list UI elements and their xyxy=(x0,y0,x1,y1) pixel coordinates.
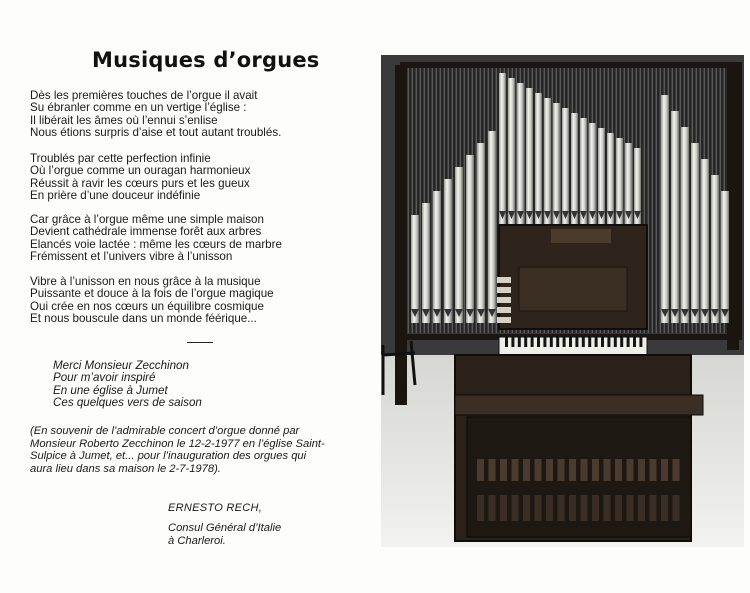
poem-line: Devient cathédrale immense forêt aux arbres xyxy=(30,225,262,239)
pedal xyxy=(604,459,611,481)
section-divider xyxy=(187,342,213,343)
pedal xyxy=(512,459,519,481)
black-key xyxy=(524,337,527,347)
organ-pipe xyxy=(477,143,485,323)
poem-line: Su ébranler comme en un vertige l’église : xyxy=(30,101,247,115)
poem-line: Dès les premières touches de l’orgue il avait xyxy=(30,89,258,102)
note-line: (En souvenir de l’admirable concert d’orgue donné par xyxy=(30,425,300,437)
pedal xyxy=(512,495,519,521)
pedal xyxy=(523,495,530,521)
pedal xyxy=(592,495,599,521)
pedal xyxy=(581,459,588,481)
black-key xyxy=(505,337,508,347)
organ-pipe xyxy=(598,128,605,225)
note-line: Monsieur Roberto Zecchinon le 12-2-1977 en l’église Saint- xyxy=(30,437,325,450)
signature-name: ERNESTO RECH, xyxy=(168,502,263,514)
poem-line: Troublés par cette perfection infinie xyxy=(30,152,211,165)
pedal xyxy=(489,495,496,521)
organ-pipe xyxy=(589,123,596,225)
poem-line: Oui crée en nos cœurs un équilibre cosmique xyxy=(30,299,264,313)
organ-pipe xyxy=(691,143,699,323)
pedal xyxy=(535,459,542,481)
manual-keyboard xyxy=(499,337,647,355)
organ-pipe xyxy=(701,159,709,323)
pedal xyxy=(661,495,668,521)
pedal xyxy=(477,495,484,521)
pedal xyxy=(673,495,680,521)
organ-pipe xyxy=(553,103,560,225)
console-lid xyxy=(455,395,703,415)
pedal xyxy=(581,495,588,521)
pedal xyxy=(638,495,645,521)
pedal xyxy=(558,495,565,521)
pedal xyxy=(569,495,576,521)
organ-pipe xyxy=(499,73,506,225)
pedal xyxy=(615,495,622,521)
pedal xyxy=(627,495,634,521)
pedal xyxy=(650,495,657,521)
pedal xyxy=(523,459,530,481)
pedal xyxy=(615,459,622,481)
black-key xyxy=(543,337,546,347)
stanza-3 xyxy=(30,214,282,264)
organ-pipe xyxy=(508,78,515,225)
pedal xyxy=(558,459,565,481)
poem-line: Où l’orgue comme un ouragan harmonieux xyxy=(30,164,251,178)
organ-pipe xyxy=(681,127,689,323)
black-key xyxy=(556,337,559,347)
pedal xyxy=(604,495,611,521)
pedal xyxy=(489,459,496,481)
black-key xyxy=(595,337,598,347)
organ-photo xyxy=(381,55,744,547)
poem-line: Nous étions surpris d’aise et tout autant troublés. xyxy=(30,126,282,140)
pedal xyxy=(592,459,599,481)
organ-pipe xyxy=(422,203,430,323)
pedal xyxy=(546,459,553,481)
black-key xyxy=(639,337,642,347)
organ-pipe xyxy=(411,215,419,323)
organ-pipe xyxy=(661,95,669,323)
black-key xyxy=(575,337,578,347)
organ-pipe xyxy=(711,175,719,323)
pedal xyxy=(535,495,542,521)
note-line: Sulpice à Jumet, et... pour l’inauguration des orgues qui xyxy=(30,450,307,463)
black-key xyxy=(518,337,521,347)
panel-top-slot xyxy=(551,229,611,243)
pedal xyxy=(500,495,507,521)
black-key xyxy=(620,337,623,347)
black-key xyxy=(531,337,534,347)
dedication-line: Pour m’avoir inspiré xyxy=(53,371,156,385)
panel-inset xyxy=(519,267,627,311)
poem-line: Vibre à l’unisson en nous grâce à la musique xyxy=(30,275,261,288)
pedal xyxy=(569,459,576,481)
stanza-2 xyxy=(30,153,250,203)
signature-line: Consul Général d’Italie xyxy=(168,522,282,534)
dedication-line: Ces quelques vers de saison xyxy=(53,396,202,410)
pedal xyxy=(627,459,634,481)
black-key xyxy=(511,337,514,347)
black-key xyxy=(601,337,604,347)
signature-line: à Charleroi. xyxy=(168,535,226,547)
organ-pipe xyxy=(571,113,578,225)
organ-pipe xyxy=(535,93,542,225)
pedal xyxy=(661,459,668,481)
stanza-4 xyxy=(30,276,274,326)
organ-pipe xyxy=(526,88,533,225)
organ-pipe xyxy=(433,191,441,323)
dedication-line: En une église à Jumet xyxy=(53,383,168,397)
black-key xyxy=(563,337,566,347)
black-key xyxy=(588,337,591,347)
signature-title xyxy=(168,522,281,548)
pedal xyxy=(638,459,645,481)
poem-line: Elancés voie lactée : même les cœurs de marbre xyxy=(30,237,282,251)
black-key xyxy=(537,337,540,347)
black-key xyxy=(627,337,630,347)
black-key xyxy=(550,337,553,347)
organ-pipe xyxy=(562,108,569,225)
dedication-line: Merci Monsieur Zecchinon xyxy=(53,359,189,372)
organ-pipe xyxy=(580,118,587,225)
poem-title: Musiques d’orgues xyxy=(92,48,320,72)
note-line: aura lieu dans sa maison le 2-7-1978). xyxy=(30,462,221,475)
pedal xyxy=(673,459,680,481)
organ-pipe xyxy=(671,111,679,323)
organ-pipe xyxy=(466,155,474,323)
black-key xyxy=(633,337,636,347)
poem-line: Frémissent et l’univers vibre à l’unisson xyxy=(30,250,233,264)
black-key xyxy=(569,337,572,347)
poem-line: En prière d’une douceur indéfinie xyxy=(30,189,201,203)
dedication xyxy=(53,360,202,410)
pedal xyxy=(500,459,507,481)
poem-line: Réussit à ravir les cœurs purs et les gueux xyxy=(30,176,250,190)
organ-pipe xyxy=(444,179,452,323)
organ-pipe xyxy=(488,131,496,323)
black-key xyxy=(614,337,617,347)
pedal xyxy=(650,459,657,481)
poem-line: Car grâce à l’orgue même une simple maison xyxy=(30,213,264,226)
black-key xyxy=(607,337,610,347)
organ-pipe xyxy=(517,83,524,225)
pedal xyxy=(546,495,553,521)
organ-pipe xyxy=(455,167,463,323)
concert-note xyxy=(30,425,366,475)
black-key xyxy=(582,337,585,347)
organ-pipe xyxy=(721,191,729,323)
stanza-1 xyxy=(30,90,281,140)
poem-line: Puissante et douce à la fois de l’orgue magique xyxy=(30,287,274,301)
organ-pipe xyxy=(544,98,551,225)
pedal xyxy=(477,459,484,481)
poem-line: Il libérait les âmes où l’ennui s’enlise xyxy=(30,113,218,127)
poem-line: Et nous bouscule dans un monde féérique... xyxy=(30,312,257,326)
